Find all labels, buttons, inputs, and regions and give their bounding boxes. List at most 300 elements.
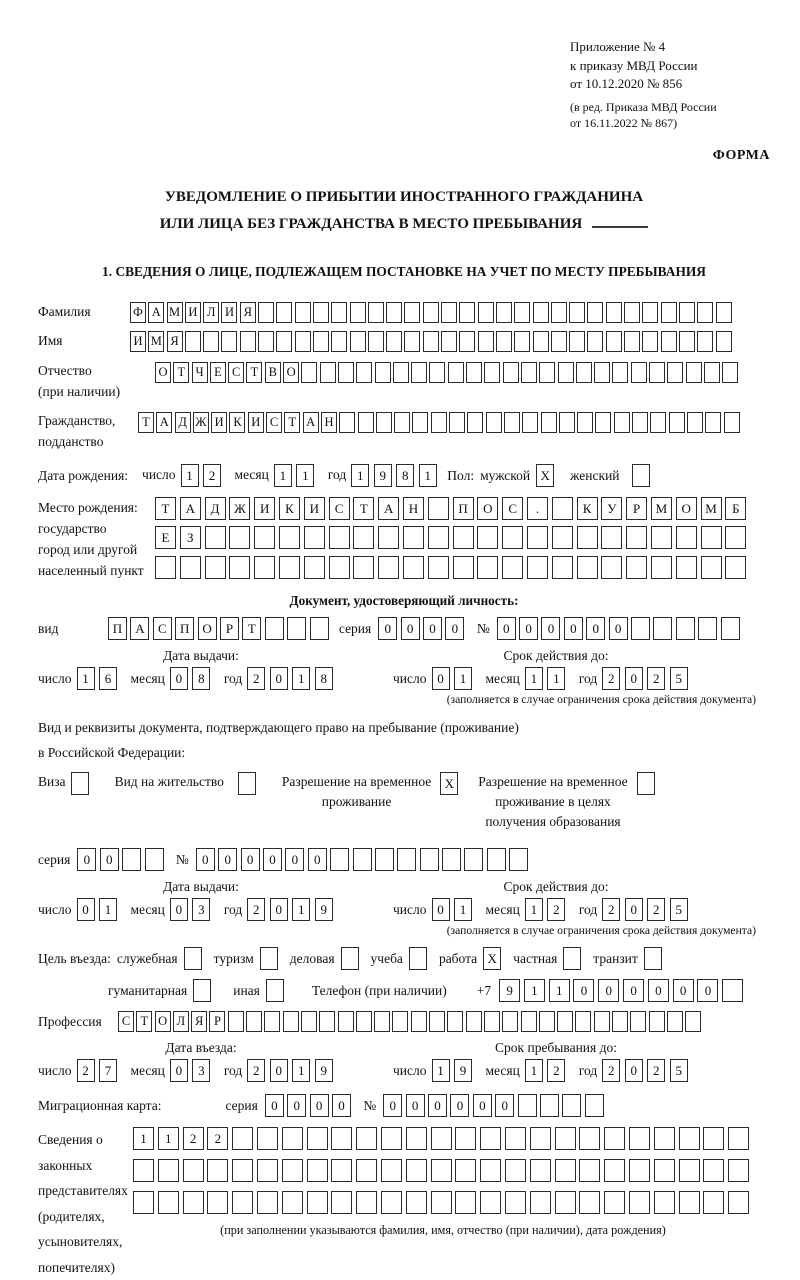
char-box[interactable]: И: [185, 302, 201, 323]
char-box[interactable]: [393, 362, 409, 383]
char-box[interactable]: [145, 848, 164, 871]
char-box[interactable]: Ч: [192, 362, 208, 383]
char-box[interactable]: 1: [549, 979, 570, 1002]
char-box[interactable]: [651, 526, 672, 549]
char-box[interactable]: [353, 526, 374, 549]
char-box[interactable]: [650, 412, 666, 433]
char-box[interactable]: [180, 556, 201, 579]
char-box[interactable]: 6: [99, 667, 117, 690]
char-box[interactable]: [257, 1127, 278, 1150]
char-box[interactable]: [257, 1191, 278, 1214]
char-box[interactable]: [541, 412, 557, 433]
char-box[interactable]: [381, 1191, 402, 1214]
purpose-transit-checkbox[interactable]: [644, 947, 662, 970]
char-box[interactable]: 0: [100, 848, 119, 871]
char-box[interactable]: О: [155, 1011, 171, 1032]
char-box[interactable]: [540, 1094, 559, 1117]
char-box[interactable]: [626, 556, 647, 579]
char-box[interactable]: [423, 331, 439, 352]
char-box[interactable]: [595, 412, 611, 433]
char-box[interactable]: 0: [77, 898, 95, 921]
char-box[interactable]: [205, 556, 226, 579]
male-checkbox[interactable]: X: [536, 464, 554, 487]
char-box[interactable]: [307, 1127, 328, 1150]
char-box[interactable]: [279, 556, 300, 579]
char-box[interactable]: 1: [525, 1059, 543, 1082]
char-box[interactable]: Ж: [193, 412, 209, 433]
char-box[interactable]: И: [211, 412, 227, 433]
char-box[interactable]: М: [651, 497, 672, 520]
char-box[interactable]: 0: [241, 848, 260, 871]
char-box[interactable]: С: [266, 412, 282, 433]
purpose-study-checkbox[interactable]: [409, 947, 427, 970]
char-box[interactable]: [629, 1191, 650, 1214]
char-box[interactable]: 0: [432, 898, 450, 921]
char-box[interactable]: [661, 302, 677, 323]
char-box[interactable]: [649, 1011, 665, 1032]
char-box[interactable]: 1: [432, 1059, 450, 1082]
char-box[interactable]: [406, 1191, 427, 1214]
purpose-humanitarian-checkbox[interactable]: [193, 979, 211, 1002]
char-box[interactable]: [679, 331, 695, 352]
char-box[interactable]: [304, 526, 325, 549]
char-box[interactable]: 3: [192, 1059, 210, 1082]
char-box[interactable]: [606, 331, 622, 352]
char-box[interactable]: [486, 412, 502, 433]
char-box[interactable]: [502, 1011, 518, 1032]
char-box[interactable]: 1: [524, 979, 545, 1002]
char-box[interactable]: Ж: [229, 497, 250, 520]
char-box[interactable]: [339, 412, 355, 433]
char-box[interactable]: [429, 362, 445, 383]
char-box[interactable]: У: [601, 497, 622, 520]
char-box[interactable]: [679, 1191, 700, 1214]
char-box[interactable]: [703, 1191, 724, 1214]
char-box[interactable]: [185, 331, 201, 352]
char-box[interactable]: 0: [218, 848, 237, 871]
char-box[interactable]: [698, 617, 717, 640]
char-box[interactable]: [403, 556, 424, 579]
char-box[interactable]: [254, 556, 275, 579]
char-box[interactable]: [606, 302, 622, 323]
char-box[interactable]: [631, 362, 647, 383]
char-box[interactable]: [350, 331, 366, 352]
purpose-tourism-checkbox[interactable]: [260, 947, 278, 970]
char-box[interactable]: 0: [609, 617, 628, 640]
temp-residence-checkbox[interactable]: X: [440, 772, 458, 795]
char-box[interactable]: Т: [173, 362, 189, 383]
char-box[interactable]: [221, 331, 237, 352]
char-box[interactable]: 9: [454, 1059, 472, 1082]
residence-permit-checkbox[interactable]: [238, 772, 256, 795]
char-box[interactable]: [319, 1011, 335, 1032]
char-box[interactable]: [725, 556, 746, 579]
char-box[interactable]: [356, 1127, 377, 1150]
char-box[interactable]: 2: [183, 1127, 204, 1150]
char-box[interactable]: Я: [240, 302, 256, 323]
char-box[interactable]: [552, 556, 573, 579]
char-box[interactable]: Я: [167, 331, 183, 352]
char-box[interactable]: [301, 1011, 317, 1032]
char-box[interactable]: С: [118, 1011, 134, 1032]
char-box[interactable]: С: [329, 497, 350, 520]
char-box[interactable]: [601, 556, 622, 579]
char-box[interactable]: А: [130, 617, 149, 640]
char-box[interactable]: Б: [725, 497, 746, 520]
char-box[interactable]: А: [156, 412, 172, 433]
char-box[interactable]: 0: [495, 1094, 514, 1117]
char-box[interactable]: [728, 1159, 749, 1182]
char-box[interactable]: [313, 331, 329, 352]
char-box[interactable]: 1: [133, 1127, 154, 1150]
char-box[interactable]: А: [378, 497, 399, 520]
char-box[interactable]: [423, 302, 439, 323]
char-box[interactable]: 2: [602, 1059, 620, 1082]
char-box[interactable]: [728, 1191, 749, 1214]
char-box[interactable]: 0: [263, 848, 282, 871]
char-box[interactable]: [577, 412, 593, 433]
char-box[interactable]: [505, 1159, 526, 1182]
char-box[interactable]: [527, 526, 548, 549]
char-box[interactable]: П: [175, 617, 194, 640]
char-box[interactable]: [310, 617, 329, 640]
char-box[interactable]: [480, 1159, 501, 1182]
char-box[interactable]: [630, 1011, 646, 1032]
char-box[interactable]: [612, 1011, 628, 1032]
char-box[interactable]: [676, 556, 697, 579]
char-box[interactable]: [258, 302, 274, 323]
char-box[interactable]: [282, 1127, 303, 1150]
char-box[interactable]: [329, 526, 350, 549]
char-box[interactable]: [539, 362, 555, 383]
char-box[interactable]: 1: [158, 1127, 179, 1150]
char-box[interactable]: [558, 362, 574, 383]
char-box[interactable]: [228, 1011, 244, 1032]
char-box[interactable]: [431, 412, 447, 433]
char-box[interactable]: [562, 1094, 581, 1117]
char-box[interactable]: [651, 556, 672, 579]
char-box[interactable]: 0: [598, 979, 619, 1002]
char-box[interactable]: [649, 362, 665, 383]
purpose-business-checkbox[interactable]: [341, 947, 359, 970]
char-box[interactable]: [577, 526, 598, 549]
char-box[interactable]: 0: [401, 617, 420, 640]
char-box[interactable]: [429, 1011, 445, 1032]
char-box[interactable]: Р: [626, 497, 647, 520]
char-box[interactable]: [331, 1191, 352, 1214]
char-box[interactable]: [527, 556, 548, 579]
char-box[interactable]: Т: [246, 362, 262, 383]
char-box[interactable]: [686, 362, 702, 383]
char-box[interactable]: 1: [525, 667, 543, 690]
char-box[interactable]: [725, 526, 746, 549]
char-box[interactable]: [569, 302, 585, 323]
char-box[interactable]: [555, 1127, 576, 1150]
char-box[interactable]: 0: [310, 1094, 329, 1117]
char-box[interactable]: [480, 1127, 501, 1150]
char-box[interactable]: [654, 1127, 675, 1150]
char-box[interactable]: [697, 331, 713, 352]
char-box[interactable]: [353, 556, 374, 579]
char-box[interactable]: [376, 412, 392, 433]
char-box[interactable]: 0: [625, 667, 643, 690]
char-box[interactable]: [441, 331, 457, 352]
char-box[interactable]: 0: [285, 848, 304, 871]
char-box[interactable]: [313, 302, 329, 323]
char-box[interactable]: Д: [205, 497, 226, 520]
char-box[interactable]: [632, 412, 648, 433]
char-box[interactable]: [442, 848, 461, 871]
char-box[interactable]: [265, 617, 284, 640]
char-box[interactable]: [705, 412, 721, 433]
char-box[interactable]: [397, 848, 416, 871]
char-box[interactable]: [667, 362, 683, 383]
char-box[interactable]: [559, 412, 575, 433]
char-box[interactable]: [539, 1011, 555, 1032]
char-box[interactable]: [331, 1159, 352, 1182]
char-box[interactable]: [466, 1011, 482, 1032]
char-box[interactable]: 2: [207, 1127, 228, 1150]
char-box[interactable]: [428, 497, 449, 520]
char-box[interactable]: З: [180, 526, 201, 549]
char-box[interactable]: 1: [99, 898, 117, 921]
char-box[interactable]: [477, 556, 498, 579]
char-box[interactable]: [338, 1011, 354, 1032]
char-box[interactable]: [629, 1127, 650, 1150]
char-box[interactable]: 2: [547, 898, 565, 921]
char-box[interactable]: 2: [602, 667, 620, 690]
char-box[interactable]: 0: [648, 979, 669, 1002]
char-box[interactable]: 2: [203, 464, 221, 487]
char-box[interactable]: О: [477, 497, 498, 520]
char-box[interactable]: [701, 526, 722, 549]
char-box[interactable]: 2: [247, 1059, 265, 1082]
char-box[interactable]: [232, 1159, 253, 1182]
char-box[interactable]: Т: [353, 497, 374, 520]
visa-checkbox[interactable]: [71, 772, 89, 795]
char-box[interactable]: [406, 1127, 427, 1150]
char-box[interactable]: [654, 1159, 675, 1182]
char-box[interactable]: [282, 1159, 303, 1182]
char-box[interactable]: [569, 331, 585, 352]
char-box[interactable]: [576, 362, 592, 383]
char-box[interactable]: [406, 1159, 427, 1182]
char-box[interactable]: [594, 1011, 610, 1032]
char-box[interactable]: [522, 412, 538, 433]
char-box[interactable]: А: [148, 302, 164, 323]
char-box[interactable]: [676, 617, 695, 640]
char-box[interactable]: 0: [497, 617, 516, 640]
purpose-private-checkbox[interactable]: [563, 947, 581, 970]
char-box[interactable]: Е: [210, 362, 226, 383]
char-box[interactable]: 2: [247, 898, 265, 921]
char-box[interactable]: [264, 1011, 280, 1032]
char-box[interactable]: [669, 412, 685, 433]
char-box[interactable]: [555, 1191, 576, 1214]
char-box[interactable]: [496, 302, 512, 323]
char-box[interactable]: [587, 302, 603, 323]
char-box[interactable]: [551, 331, 567, 352]
char-box[interactable]: [431, 1191, 452, 1214]
char-box[interactable]: 9: [499, 979, 520, 1002]
char-box[interactable]: [386, 302, 402, 323]
char-box[interactable]: 1: [292, 1059, 310, 1082]
char-box[interactable]: [505, 1127, 526, 1150]
char-box[interactable]: Н: [403, 497, 424, 520]
char-box[interactable]: [614, 412, 630, 433]
char-box[interactable]: [368, 331, 384, 352]
char-box[interactable]: 2: [647, 1059, 665, 1082]
char-box[interactable]: П: [453, 497, 474, 520]
char-box[interactable]: [604, 1127, 625, 1150]
char-box[interactable]: 8: [192, 667, 210, 690]
char-box[interactable]: [330, 848, 349, 871]
char-box[interactable]: [331, 1127, 352, 1150]
char-box[interactable]: [587, 331, 603, 352]
char-box[interactable]: 1: [454, 898, 472, 921]
char-box[interactable]: [428, 556, 449, 579]
char-box[interactable]: [594, 362, 610, 383]
char-box[interactable]: [279, 526, 300, 549]
char-box[interactable]: К: [229, 412, 245, 433]
char-box[interactable]: И: [221, 302, 237, 323]
char-box[interactable]: 5: [670, 898, 688, 921]
char-box[interactable]: [502, 526, 523, 549]
char-box[interactable]: [356, 1191, 377, 1214]
char-box[interactable]: [155, 556, 176, 579]
char-box[interactable]: [403, 526, 424, 549]
char-box[interactable]: [514, 331, 530, 352]
char-box[interactable]: [329, 556, 350, 579]
char-box[interactable]: 0: [564, 617, 583, 640]
char-box[interactable]: 0: [77, 848, 96, 871]
char-box[interactable]: [478, 302, 494, 323]
char-box[interactable]: Д: [175, 412, 191, 433]
char-box[interactable]: 8: [315, 667, 333, 690]
char-box[interactable]: 0: [586, 617, 605, 640]
char-box[interactable]: [626, 526, 647, 549]
char-box[interactable]: [431, 1159, 452, 1182]
char-box[interactable]: 1: [296, 464, 314, 487]
char-box[interactable]: Т: [155, 497, 176, 520]
char-box[interactable]: [404, 331, 420, 352]
char-box[interactable]: [411, 1011, 427, 1032]
char-box[interactable]: Е: [155, 526, 176, 549]
char-box[interactable]: 1: [454, 667, 472, 690]
char-box[interactable]: [353, 848, 372, 871]
char-box[interactable]: [679, 302, 695, 323]
char-box[interactable]: О: [155, 362, 171, 383]
char-box[interactable]: [207, 1191, 228, 1214]
char-box[interactable]: [604, 1159, 625, 1182]
char-box[interactable]: 9: [315, 1059, 333, 1082]
char-box[interactable]: [555, 1159, 576, 1182]
char-box[interactable]: [496, 331, 512, 352]
char-box[interactable]: 1: [274, 464, 292, 487]
char-box[interactable]: [722, 979, 743, 1002]
char-box[interactable]: [667, 1011, 683, 1032]
char-box[interactable]: [276, 331, 292, 352]
char-box[interactable]: 0: [287, 1094, 306, 1117]
char-box[interactable]: 0: [428, 1094, 447, 1117]
char-box[interactable]: 1: [547, 667, 565, 690]
char-box[interactable]: 2: [247, 667, 265, 690]
char-box[interactable]: 0: [378, 617, 397, 640]
char-box[interactable]: 5: [670, 1059, 688, 1082]
char-box[interactable]: [282, 1191, 303, 1214]
char-box[interactable]: [514, 302, 530, 323]
char-box[interactable]: [502, 556, 523, 579]
char-box[interactable]: М: [148, 331, 164, 352]
char-box[interactable]: [521, 1011, 537, 1032]
char-box[interactable]: 0: [270, 1059, 288, 1082]
char-box[interactable]: 0: [170, 1059, 188, 1082]
char-box[interactable]: [295, 302, 311, 323]
char-box[interactable]: [320, 362, 336, 383]
char-box[interactable]: [533, 302, 549, 323]
char-box[interactable]: [676, 526, 697, 549]
char-box[interactable]: [487, 848, 506, 871]
char-box[interactable]: [350, 302, 366, 323]
char-box[interactable]: [394, 412, 410, 433]
char-box[interactable]: А: [303, 412, 319, 433]
char-box[interactable]: 0: [573, 979, 594, 1002]
char-box[interactable]: [449, 412, 465, 433]
char-box[interactable]: [295, 331, 311, 352]
char-box[interactable]: 0: [432, 667, 450, 690]
char-box[interactable]: [551, 302, 567, 323]
char-box[interactable]: [477, 526, 498, 549]
char-box[interactable]: [304, 556, 325, 579]
char-box[interactable]: С: [228, 362, 244, 383]
char-box[interactable]: [412, 412, 428, 433]
char-box[interactable]: [428, 526, 449, 549]
char-box[interactable]: С: [153, 617, 172, 640]
char-box[interactable]: [411, 362, 427, 383]
char-box[interactable]: [420, 848, 439, 871]
char-box[interactable]: [246, 1011, 262, 1032]
char-box[interactable]: [642, 302, 658, 323]
char-box[interactable]: Т: [136, 1011, 152, 1032]
char-box[interactable]: 8: [396, 464, 414, 487]
char-box[interactable]: 0: [170, 667, 188, 690]
char-box[interactable]: 0: [423, 617, 442, 640]
char-box[interactable]: 0: [406, 1094, 425, 1117]
char-box[interactable]: [704, 362, 720, 383]
char-box[interactable]: [518, 1094, 537, 1117]
char-box[interactable]: Т: [284, 412, 300, 433]
char-box[interactable]: [276, 302, 292, 323]
char-box[interactable]: [158, 1159, 179, 1182]
char-box[interactable]: [447, 1011, 463, 1032]
char-box[interactable]: [455, 1191, 476, 1214]
char-box[interactable]: [509, 848, 528, 871]
char-box[interactable]: [453, 556, 474, 579]
char-box[interactable]: [240, 331, 256, 352]
char-box[interactable]: [258, 331, 274, 352]
char-box[interactable]: 0: [270, 898, 288, 921]
char-box[interactable]: [331, 302, 347, 323]
char-box[interactable]: 2: [547, 1059, 565, 1082]
char-box[interactable]: [254, 526, 275, 549]
char-box[interactable]: [368, 302, 384, 323]
char-box[interactable]: 1: [292, 898, 310, 921]
char-box[interactable]: [455, 1159, 476, 1182]
char-box[interactable]: 0: [450, 1094, 469, 1117]
char-box[interactable]: 0: [445, 617, 464, 640]
char-box[interactable]: [404, 302, 420, 323]
char-box[interactable]: 2: [647, 667, 665, 690]
